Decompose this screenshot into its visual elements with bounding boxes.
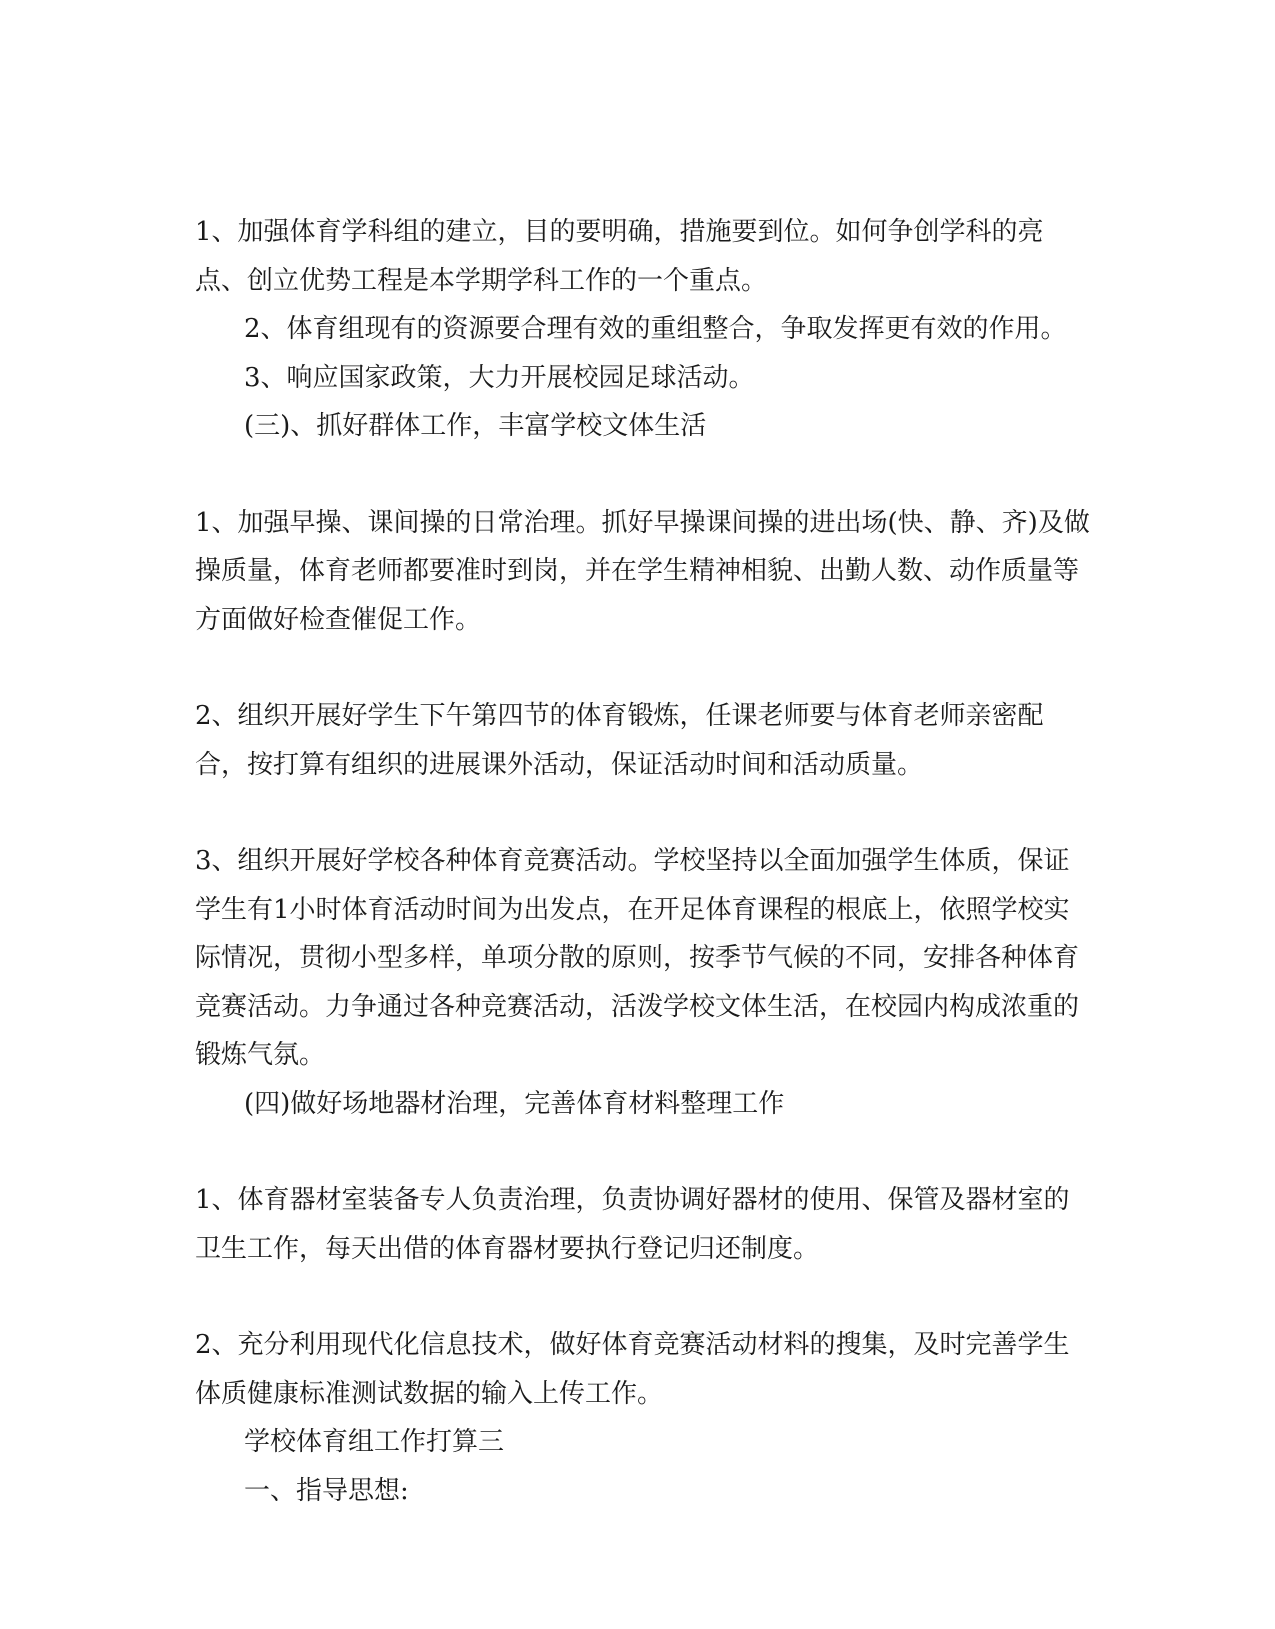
paragraph-5: 2、组织开展好学生下午第四节的体育锻炼，任课老师要与体育老师亲密配合，按打算有组织的进展课外活动，保证活动时间和活动质量。 — [195, 701, 1044, 780]
plan-title: 学校体育组工作打算三 — [244, 1427, 505, 1457]
guiding-thought-heading: 一、指导思想: — [244, 1475, 409, 1506]
paragraph-2: 2、体育组现有的资源要合理有效的重组整合，争取发挥更有效的作用。 — [244, 314, 1067, 344]
paragraph-6: 3、组织开展好学校各种体育竞赛活动。学校坚持以全面加强学生体质，保证学生有1小时体育活动时间为出发点，在开足体育课程的根底上，依照学校实际情况，贯彻小型多样，单项分散的原则，按季节气候的不同，安排各种体育竞赛活动。力争通过各种竞赛活动，活泼学校文体生活，在校园内构成浓重的锻炼气氛。 — [195, 846, 1080, 1070]
paragraph-4: 1、加强早操、课间操的日常治理。抓好早操课间操的进出场(快、静、齐)及做操质量，体育老师都要准时到岗，并在学生精神相貌、出勤人数、动作质量等方面做好检查催促工作。 — [195, 507, 1090, 635]
paragraph-3: 3、响应国家政策，大力开展校园足球活动。 — [244, 362, 755, 393]
section-heading-3: (三)、抓好群体工作，丰富学校文体生活 — [244, 411, 707, 441]
document-body — [195, 208, 1095, 1515]
paragraph-1: 1、加强体育学科组的建立，目的要明确，措施要到位。如何争创学科的亮点、创立优势工程是本学期学科工作的一个重点。 — [195, 217, 1044, 296]
section-heading-4: (四)做好场地器材治理，完善体育材料整理工作 — [244, 1088, 785, 1119]
paragraph-7: 1、体育器材室装备专人负责治理，负责协调好器材的使用、保管及器材室的卫生工作，每天出借的体育器材要执行登记归还制度。 — [195, 1185, 1070, 1264]
paragraph-8: 2、充分利用现代化信息技术，做好体育竞赛活动材料的搜集，及时完善学生体质健康标准测试数据的输入上传工作。 — [195, 1330, 1070, 1409]
